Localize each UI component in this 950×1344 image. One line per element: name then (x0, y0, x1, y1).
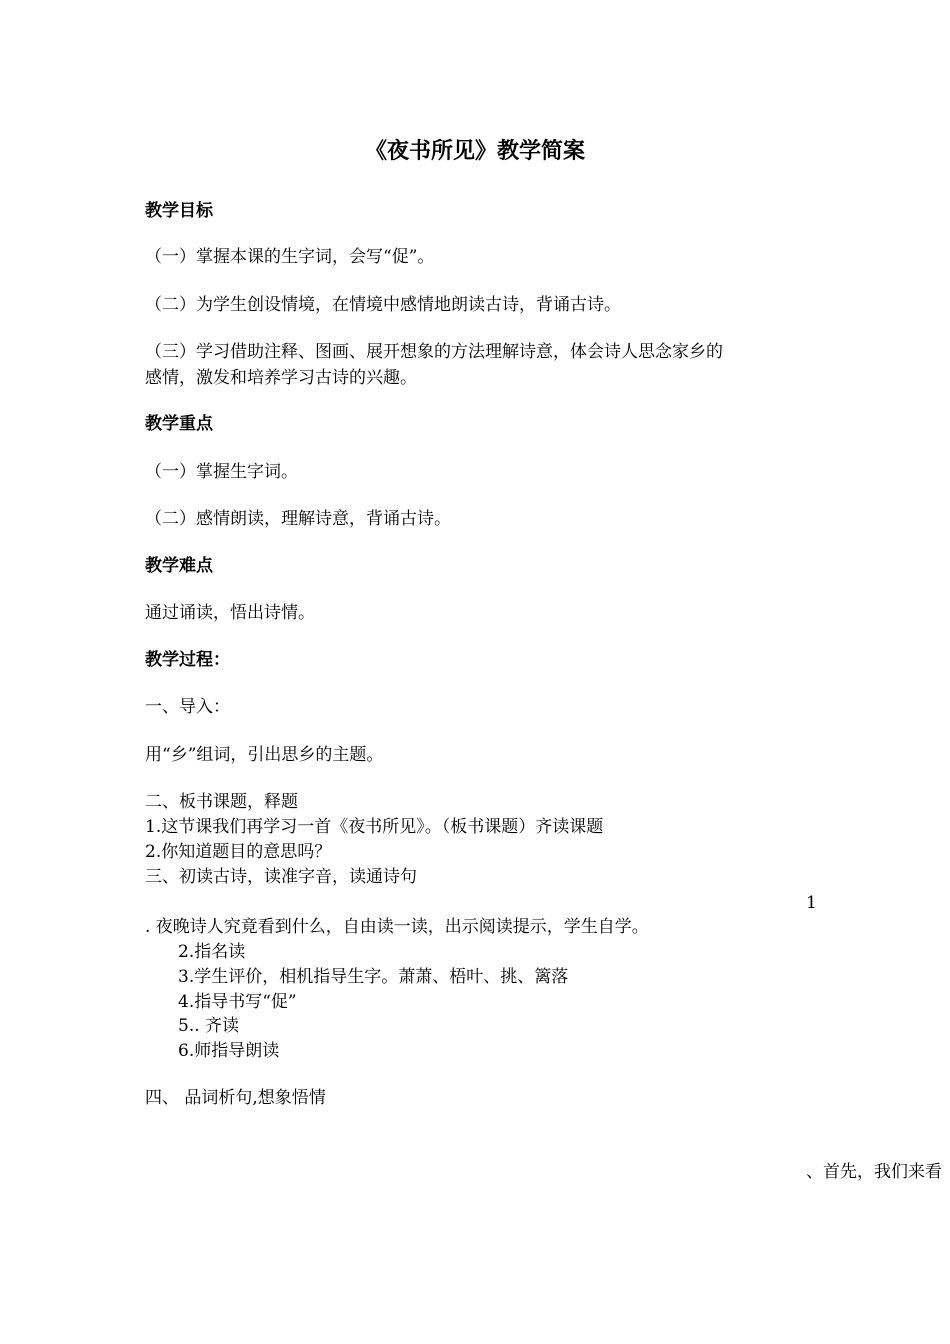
key-point-item-1: （一）掌握生字词。 (145, 462, 298, 482)
document-title: 《夜书所见》教学简案 (364, 138, 585, 164)
goal-item-1: （一）掌握本课的生字词，会写“促”。 (145, 247, 435, 267)
process-line-number: 1 (806, 893, 817, 913)
process-line: 三、初读古诗，读准字音，读通诗句 (145, 867, 417, 887)
process-line: 5.. 齐读 (178, 1016, 240, 1036)
goal-item-2: （二）为学生创设情境，在情境中感情地朗读古诗，背诵古诗。 (145, 295, 621, 315)
process-line: 2.指名读 (178, 942, 246, 962)
process-line-trailing: 、首先，我们来看 (806, 1162, 942, 1182)
key-points-heading: 教学重点 (145, 414, 213, 434)
process-line: 4.指导书写“促” (178, 992, 297, 1012)
process-heading: 教学过程： (145, 650, 230, 670)
process-line: . 夜晚诗人究竟看到什么，自由读一读，出示阅读提示，学生自学。 (145, 917, 649, 937)
process-line: 3.学生评价，相机指导生字。萧萧、梧叶、挑、篱落 (178, 967, 569, 987)
key-point-item-2: （二）感情朗读，理解诗意，背诵古诗。 (145, 509, 451, 529)
process-line: 1.这节课我们再学习一首《夜书所见》。（板书课题）齐读课题 (145, 817, 604, 837)
difficulty-item-1: 通过诵读，悟出诗情。 (145, 603, 315, 623)
goal-item-3: （三）学习借助注释、图画、展开想象的方法理解诗意，体会诗人思念家乡的 (145, 342, 723, 362)
difficulties-heading: 教学难点 (145, 556, 213, 576)
process-line: 一、导入： (145, 697, 230, 717)
process-line: 6.师指导朗读 (178, 1041, 280, 1061)
goals-heading: 教学目标 (145, 201, 213, 221)
goal-item-3-cont: 感情，激发和培养学习古诗的兴趣。 (145, 368, 417, 388)
process-line: 用“乡”组词，引出思乡的主题。 (145, 745, 384, 765)
process-line: 四、 品词析句,想象悟情 (145, 1088, 326, 1108)
process-line: 二、板书课题，释题 (145, 792, 298, 812)
process-line: 2.你知道题目的意思吗？ (145, 842, 332, 862)
